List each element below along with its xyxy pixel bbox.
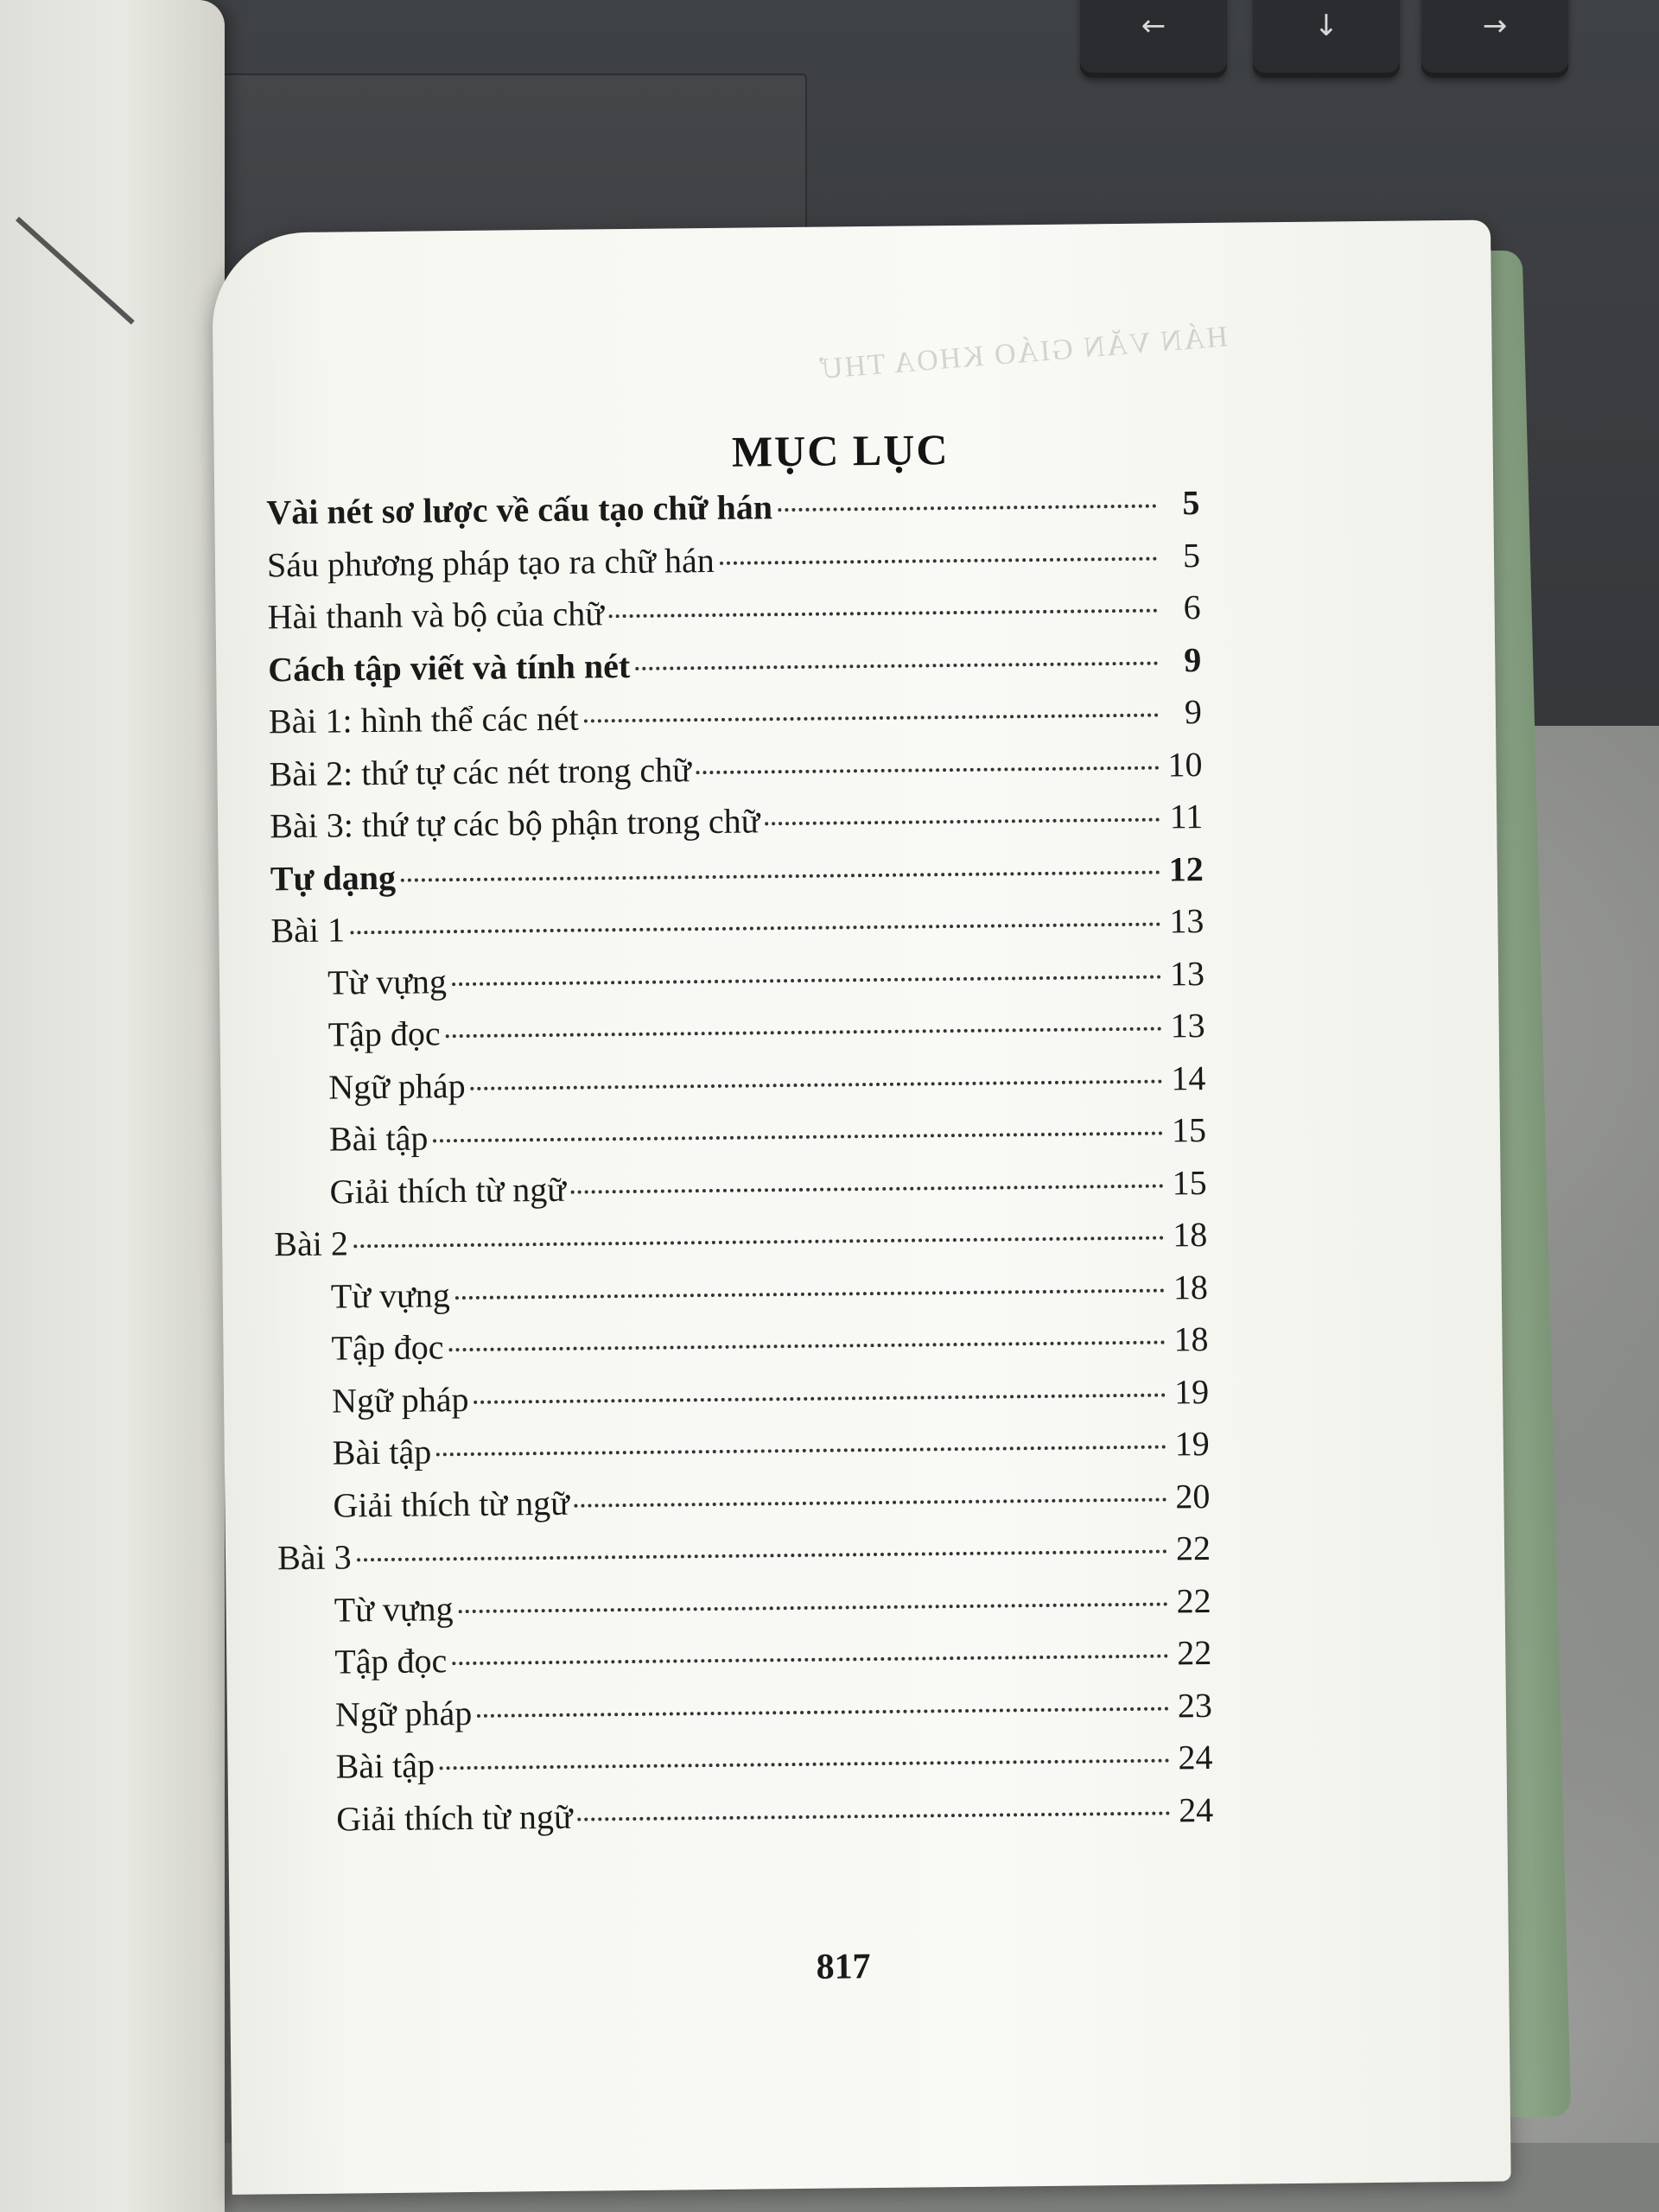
toc-entry-page: 14 [1171, 1058, 1206, 1097]
toc-dot-leader [458, 1602, 1167, 1613]
toc-entry-label: Tập đọc [334, 1641, 448, 1681]
toc-entry-label: Bài 2: thứ tự các nét trong chữ [269, 749, 692, 793]
toc-entry [270, 849, 1205, 911]
toc-entry-label: Bài tập [335, 1745, 435, 1786]
toc-dot-leader [353, 1236, 1164, 1249]
toc-dot-leader [350, 923, 1160, 935]
toc-entry-page: 15 [1171, 1110, 1207, 1150]
toc-entry [280, 1789, 1214, 1851]
toc-entry [270, 796, 1204, 858]
toc-entry [277, 1580, 1211, 1642]
show-through-header: HÁN VĂN GIÁO KHOA THƯ [817, 321, 1230, 386]
toc-dot-leader [474, 1393, 1166, 1403]
toc-entry-page: 10 [1167, 744, 1203, 784]
toc-dot-leader [433, 1132, 1163, 1143]
toc-entry [269, 691, 1203, 753]
toc-entry [276, 1370, 1210, 1433]
right-arrow-key [1421, 0, 1568, 78]
toc-entry-page: 12 [1168, 849, 1204, 888]
toc-dot-leader [578, 1811, 1171, 1821]
toc-entry-page: 6 [1183, 588, 1201, 627]
toc-entry-label: Bài tập [332, 1432, 432, 1472]
right-arrow-icon: → [1482, 9, 1508, 43]
toc-entry-label: Bài 3: thứ tự các bộ phận trong chữ [269, 801, 760, 846]
toc-entry-label: Tập đọc [327, 1014, 441, 1054]
left-arrow-icon: ← [1141, 9, 1166, 43]
toc-entry-page: 18 [1173, 1267, 1209, 1306]
toc-dot-leader [609, 609, 1158, 619]
toc-entry-label: Cách tập viết và tính nét [268, 645, 631, 689]
toc-entry [276, 1423, 1211, 1485]
toc-entry-label: Từ vựng [327, 961, 448, 1002]
toc-dot-leader [471, 1079, 1163, 1090]
toc-dot-leader [401, 870, 1160, 881]
toc-dot-leader [720, 556, 1157, 564]
left-arrow-key [1080, 0, 1227, 78]
toc-entry [269, 744, 1203, 806]
toc-entry [274, 1214, 1208, 1276]
toc-entry-label: Sáu phương pháp tạo ra chữ hán [266, 540, 715, 584]
toc-entry-page: 5 [1182, 535, 1201, 575]
toc-entry-label: Giải thích từ ngữ [333, 1483, 569, 1525]
toc-entry-label: Vài nét sơ lược về cấu tạo chữ hán [266, 487, 773, 532]
toc-entry [271, 1005, 1205, 1067]
toc-entry-page: 9 [1184, 692, 1203, 732]
page-number: 817 [816, 1947, 871, 1987]
toc-title: MỤC LỤC [731, 425, 950, 476]
left-page-mark [16, 217, 135, 325]
toc-entry-page: 18 [1173, 1319, 1209, 1359]
toc-entry-label: Tập đọc [331, 1327, 444, 1368]
toc-entry-page: 9 [1183, 639, 1202, 679]
toc-entry [278, 1632, 1212, 1694]
toc-entry-label: Bài tập [328, 1118, 429, 1159]
toc-entry-label: Ngữ pháp [328, 1065, 466, 1107]
toc-entry-page: 23 [1177, 1685, 1213, 1725]
toc-entry-label: Hài thanh và bộ của chữ [267, 594, 605, 637]
toc-entry-label: Từ vựng [330, 1274, 450, 1316]
toc-entry-page: 13 [1169, 901, 1205, 941]
toc-entry [277, 1528, 1211, 1590]
toc-dot-leader [696, 766, 1160, 774]
toc-entry-label: Giải thích từ ngữ [335, 1796, 573, 1839]
down-arrow-icon: ↓ [1313, 9, 1339, 43]
toc-entry [273, 1162, 1207, 1224]
toc-entry [273, 1109, 1207, 1172]
toc-entry [279, 1684, 1213, 1746]
toc-entry-label: Giải thích từ ngữ [329, 1169, 567, 1211]
toc-dot-leader [635, 661, 1158, 670]
toc-dot-leader [575, 1497, 1167, 1507]
toc-dot-leader [357, 1550, 1167, 1562]
toc-entry-page: 22 [1176, 1580, 1211, 1620]
toc-entry [270, 900, 1205, 963]
toc-dot-leader [455, 1288, 1165, 1300]
toc-entry-label: Bài 3 [276, 1537, 352, 1578]
toc-entry-label: Bài 1: hình thể các nét [268, 698, 579, 741]
toc-entry-page: 13 [1170, 1006, 1205, 1046]
toc-entry [272, 1058, 1206, 1120]
toc-dot-leader [765, 818, 1160, 826]
toc-dot-leader [440, 1758, 1170, 1770]
toc-entry-page: 20 [1175, 1476, 1211, 1516]
toc-entry-page: 19 [1173, 1371, 1210, 1411]
toc-dot-leader [446, 1027, 1162, 1039]
toc-entry-page: 24 [1178, 1789, 1214, 1829]
toc-entry-page: 19 [1174, 1423, 1210, 1464]
toc-entry-label: Ngữ pháp [331, 1379, 469, 1421]
toc-entry [267, 587, 1201, 649]
toc-entry-page: 15 [1172, 1162, 1207, 1202]
toc-entry [266, 482, 1200, 544]
toc-entry-label: Tự dạng [270, 857, 397, 898]
toc-entry-page: 22 [1177, 1632, 1212, 1673]
toc-entry [271, 953, 1205, 1015]
toc-dot-leader [448, 1341, 1165, 1352]
toc-entry-label: Ngữ pháp [334, 1693, 473, 1734]
toc-entry-page: 18 [1172, 1214, 1208, 1255]
toc-entry [275, 1266, 1209, 1328]
toc-entry-label: Từ vựng [334, 1588, 454, 1630]
toc-entry-page: 24 [1178, 1737, 1213, 1777]
toc-entry [276, 1475, 1211, 1537]
toc-entry [267, 535, 1201, 597]
toc-entry [279, 1737, 1213, 1799]
toc-entry-page: 5 [1182, 483, 1200, 523]
table-of-contents [266, 482, 1213, 1851]
toc-entry-page: 22 [1175, 1528, 1211, 1568]
toc-entry-label: Bài 2 [274, 1224, 349, 1264]
toc-entry-page: 11 [1169, 797, 1204, 836]
toc-dot-leader [584, 714, 1159, 723]
toc-entry [275, 1319, 1209, 1381]
toc-dot-leader [436, 1446, 1166, 1457]
left-page [0, 0, 225, 2212]
toc-entry-label: Bài 1 [270, 910, 346, 950]
toc-dot-leader [477, 1707, 1169, 1717]
toc-dot-leader [571, 1184, 1164, 1193]
toc-dot-leader [452, 975, 1161, 986]
toc-entry [268, 639, 1202, 702]
toc-entry-page: 13 [1169, 953, 1205, 993]
toc-dot-leader [452, 1654, 1168, 1665]
book-page [212, 220, 1511, 2195]
toc-dot-leader [778, 505, 1156, 512]
down-arrow-key [1253, 0, 1400, 78]
